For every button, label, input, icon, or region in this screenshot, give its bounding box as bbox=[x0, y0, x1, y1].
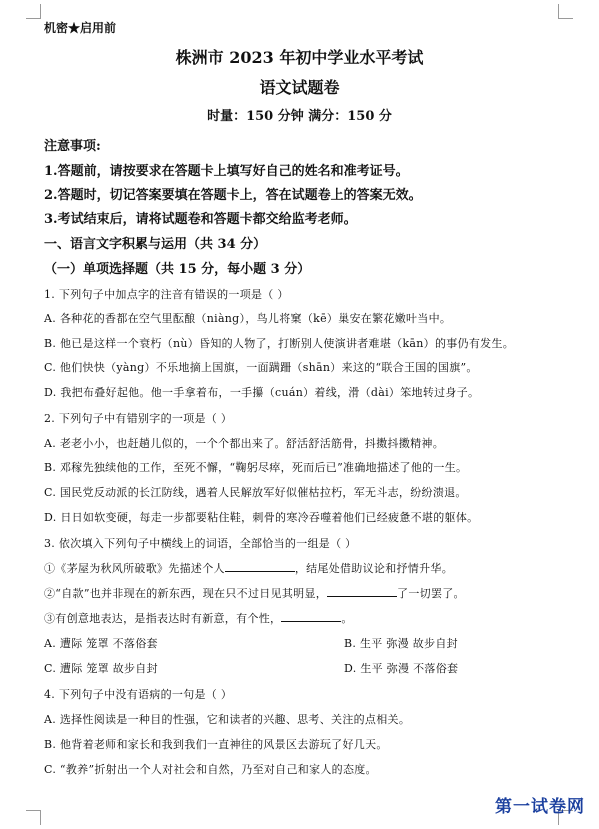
q2-option-a: A. 老老小小，也赶趟儿似的，一个个都出来了。舒活舒活筋骨，抖擞抖擞精神。 bbox=[44, 437, 445, 450]
q4-option-c: C. “教养”折射出一个人对社会和自然，乃至对自己和家人的态度。 bbox=[44, 763, 377, 776]
q3-option-c: C. 遭际 笼罩 故步自封 bbox=[44, 662, 158, 675]
note-item-3: 3.考试结束后，请将试题卷和答题卡都交给监考老师。 bbox=[44, 212, 357, 227]
q4-option-b: B. 他背着老师和家长和我到我们一直神往的风景区去游玩了好几天。 bbox=[44, 738, 388, 751]
note-item-1: 1.答题前，请按要求在答题卡上填写好自己的姓名和准考证号。 bbox=[44, 164, 409, 179]
secret-mark: 机密★启用前 bbox=[44, 21, 117, 35]
q2-option-b: B. 邓稼先独续他的工作，至死不懈，“鞠躬尽瘁，死而后已”准确地描述了他的一生。 bbox=[44, 461, 468, 474]
time-score: 时量：150 分钟 满分：150 分 bbox=[207, 109, 392, 124]
q1-option-d: D. 我把布叠好起他。他一手拿着布，一手攥（cuán）着线，滑（dài）笨地转过身子。 bbox=[44, 386, 480, 399]
q3-sentence-1-start: ①《茅屋为秋风所破歌》先描述个人 bbox=[44, 562, 225, 575]
q3-sentence-1-end: ，结尾处借助议论和抒情升华。 bbox=[294, 562, 454, 575]
q3-sentence-2-start: ②“自款”也并非现在的新东西，现在只不过日见其明显， bbox=[44, 587, 328, 600]
q3-sentence-1 bbox=[44, 562, 453, 574]
note-item-2: 2.答题时，切记答案要填在答题卡上，答在试题卷上的答案无效。 bbox=[44, 188, 422, 203]
crop-mark-top-right bbox=[558, 4, 573, 19]
q3-sentence-2-end: 了一切罢了。 bbox=[397, 587, 465, 600]
q3-stem: 3. 依次填入下列句子中横线上的词语，全部恰当的一组是（ ） bbox=[44, 537, 357, 550]
q2-stem: 2. 下列句子中有错别字的一项是（ ） bbox=[44, 412, 233, 425]
q3-sentence-2 bbox=[44, 587, 465, 599]
q3-option-d: D. 生平 弥漫 不落俗套 bbox=[344, 662, 459, 675]
q2-option-d: D. 日日如软变硬，每走一步都要粘住鞋，刺骨的寒冷吞噬着他们已经疲惫不堪的躯体。 bbox=[44, 511, 479, 524]
section-subtitle: （一）单项选择题（共 15 分，每小题 3 分） bbox=[44, 262, 311, 277]
q3-blank-3 bbox=[281, 612, 341, 622]
q3-sentence-3-start: ③有创意地表达，是指表达时有新意，有个性， bbox=[44, 612, 282, 625]
q4-stem: 4. 下列句子中没有语病的一句是（ ） bbox=[44, 688, 233, 701]
q4-option-a: A. 选择性阅读是一种目的性强，它和读者的兴趣、思考、关注的点相关。 bbox=[44, 713, 411, 726]
q3-blank-1 bbox=[225, 562, 295, 572]
q1-option-a: A. 各种花的香都在空气里酝酿（niàng），鸟儿将窠（kē）巢安在繁花嫩叶当中。 bbox=[44, 312, 452, 325]
crop-mark-bottom-left bbox=[26, 810, 41, 825]
q1-stem: 1. 下列句子中加点字的注音有错误的一项是（ ） bbox=[44, 288, 289, 301]
crop-mark-top-left bbox=[26, 4, 41, 19]
q3-sentence-3-end: 。 bbox=[341, 612, 353, 625]
paper-title: 语文试题卷 bbox=[259, 78, 340, 97]
q3-option-row-1 bbox=[44, 637, 458, 650]
q3-sentence-3 bbox=[44, 612, 353, 624]
q1-option-c: C. 他们快快（yàng）不乐地摘上国旗，一面蹒跚（shān）来这的“联合王国的国旗”。 bbox=[44, 361, 478, 374]
q2-option-c: C. 国民党反动派的长江防线，遇着人民解放军好似催枯拉朽，军无斗志，纷纷溃退。 bbox=[44, 486, 467, 499]
exam-title: 株洲市 2023 年初中学业水平考试 bbox=[175, 48, 424, 67]
q3-option-a: A. 遭际 笼罩 不落俗套 bbox=[44, 637, 158, 650]
site-watermark-logo: 第一试卷网 bbox=[495, 797, 585, 817]
notes-heading: 注意事项: bbox=[44, 139, 101, 154]
q1-option-b: B. 他已是这样一个衰朽（nù）昏知的人物了，打断别人使演讲者难堪（kān）的事仍有发生。 bbox=[44, 337, 515, 350]
section-title: 一、语言文字积累与运用（共 34 分） bbox=[44, 237, 267, 252]
q3-option-b: B. 生平 弥漫 故步自封 bbox=[344, 637, 458, 650]
q3-blank-2 bbox=[327, 587, 397, 597]
q3-option-row-2 bbox=[44, 662, 459, 675]
